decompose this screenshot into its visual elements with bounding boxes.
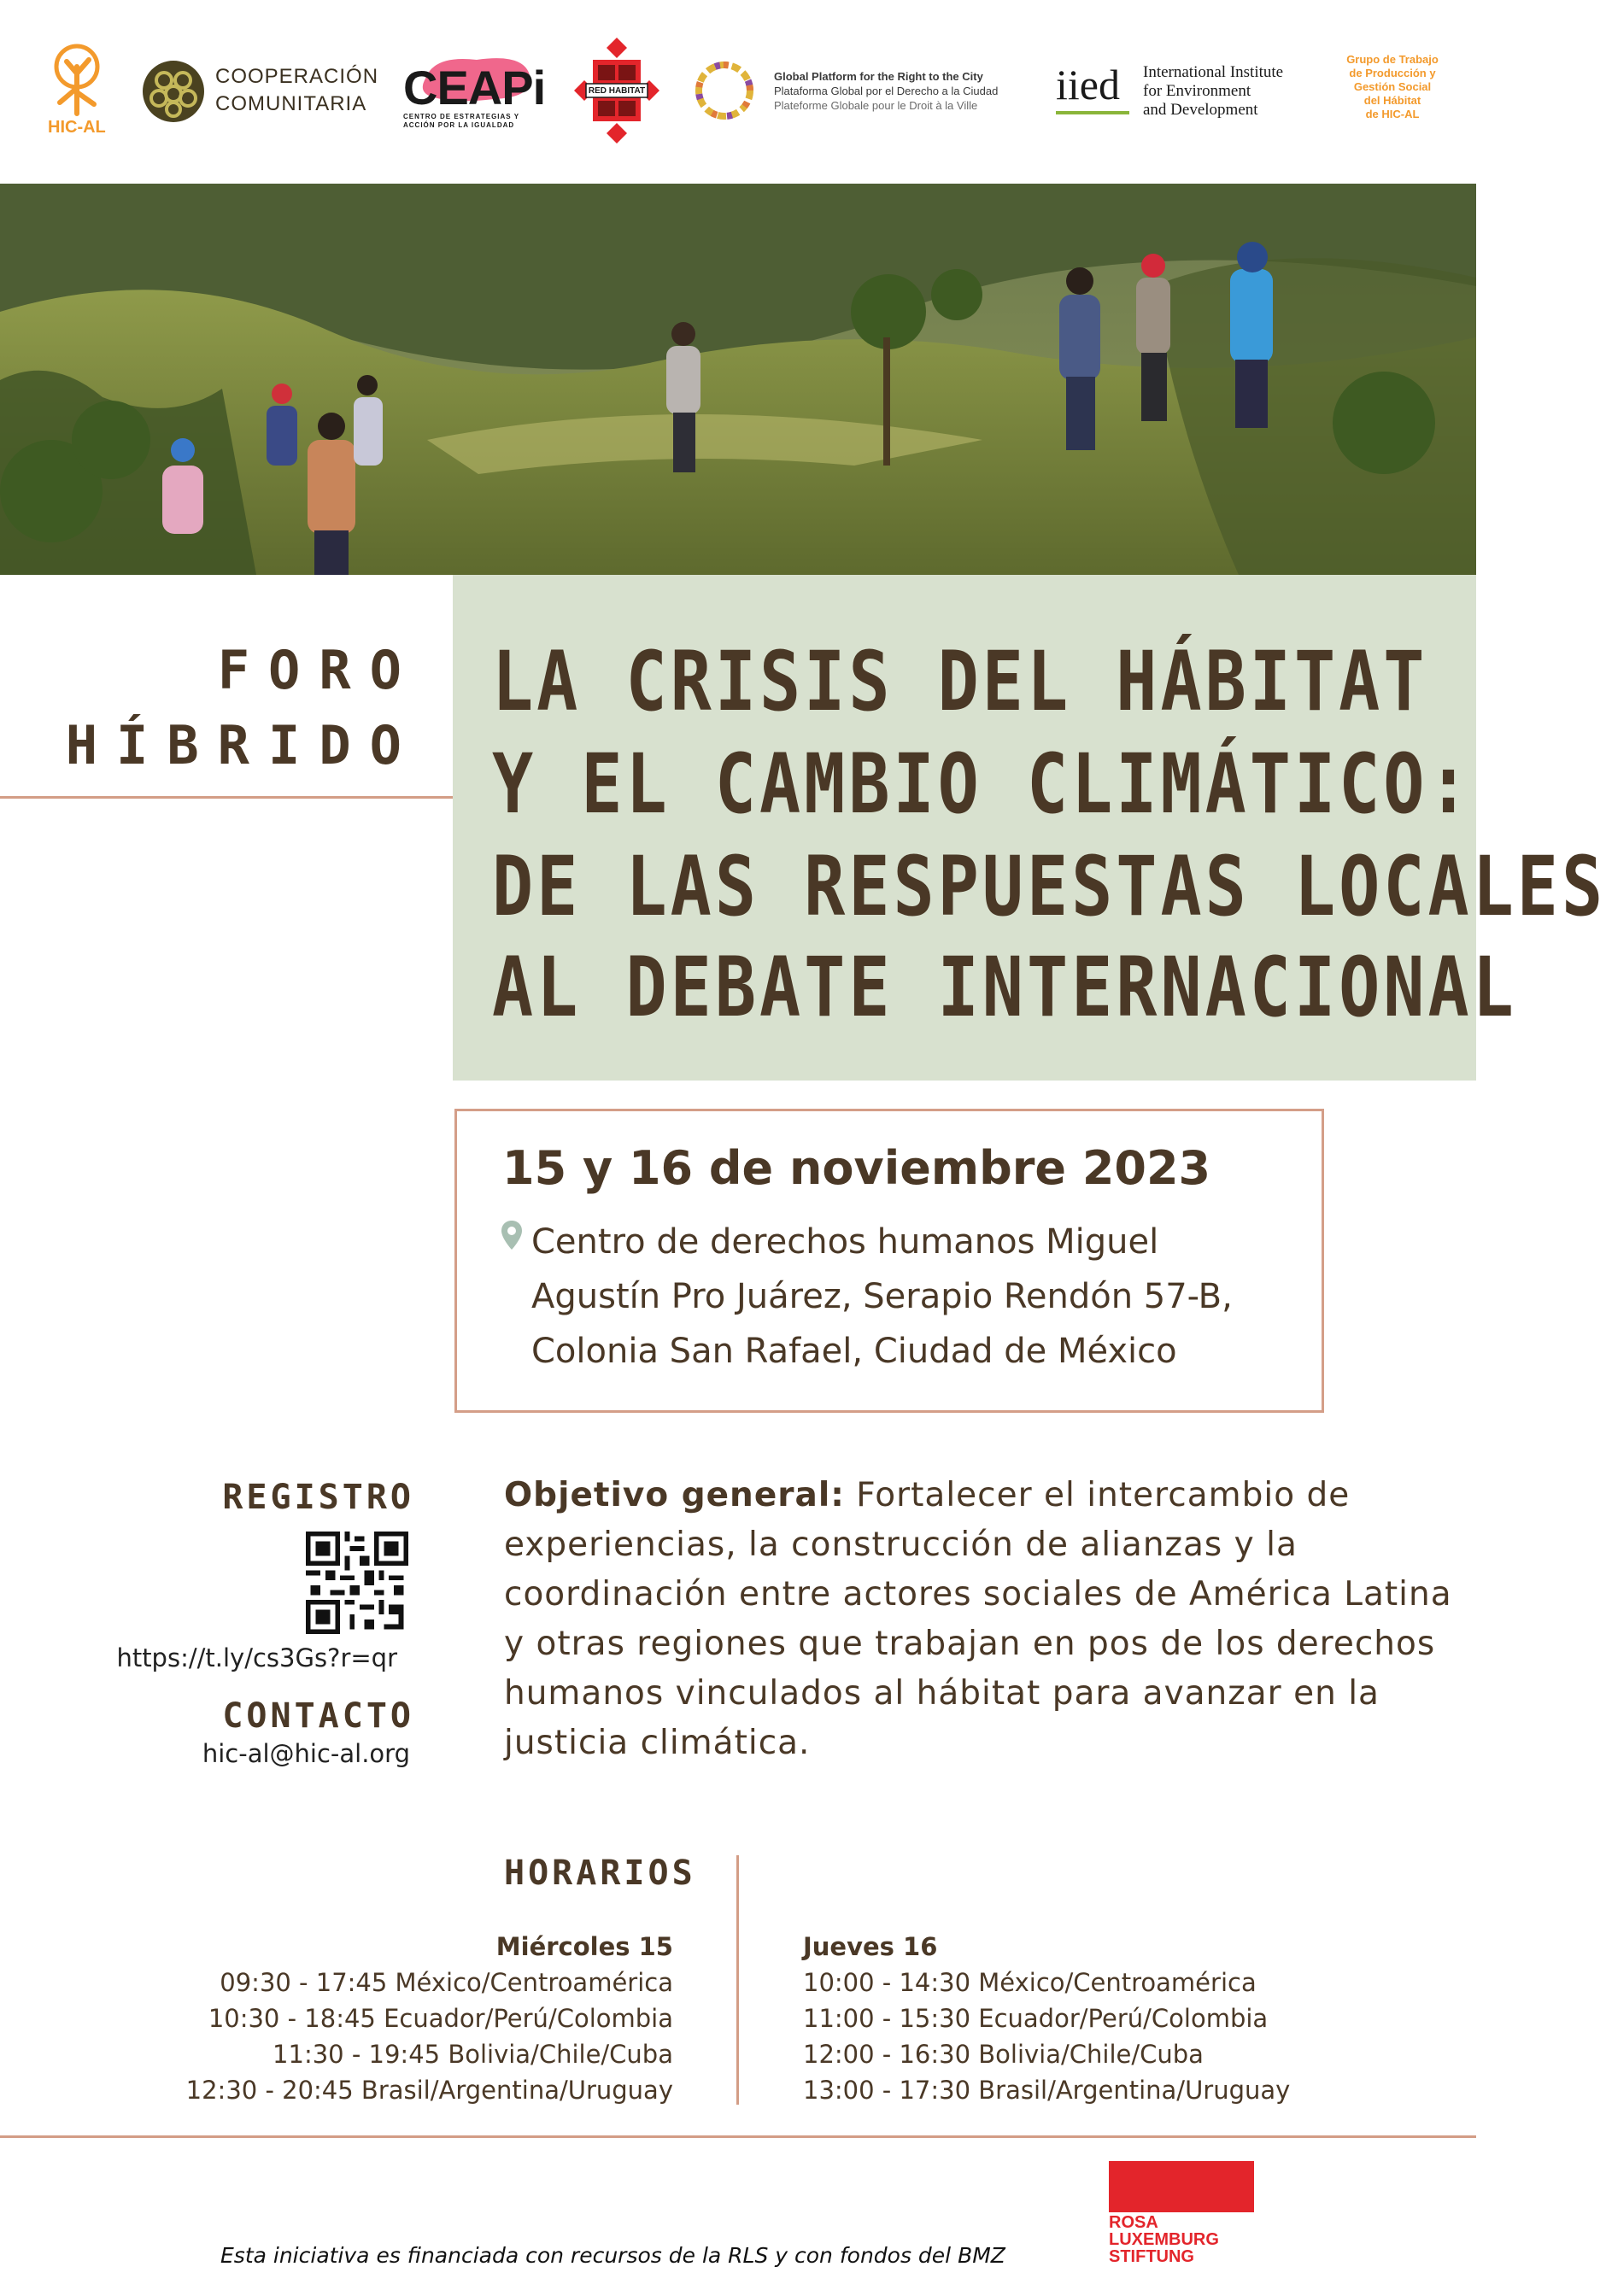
ceapi-tagline-2: ACCIÓN POR LA IGUALDAD (403, 121, 515, 129)
grupo-line-1: de Producción y (1349, 67, 1436, 79)
qr-code-icon[interactable] (306, 1532, 408, 1634)
footer-rule (0, 2135, 1476, 2138)
horarios-divider (736, 1855, 739, 2105)
day2-label: Jueves 16 (803, 1932, 938, 1961)
red-habitat-label: RED HABITAT (588, 86, 646, 96)
address-line-3: Colonia San Rafael, Ciudad de México (531, 1332, 1177, 1371)
objetivo-paragraph (504, 1471, 1452, 1768)
red-habitat-logo (574, 38, 659, 144)
address-line-2: Agustín Pro Juárez, Serapio Rendón 57-B, (531, 1277, 1233, 1316)
day1-row: 12:30 - 20:45 Brasil/Argentina/Uruguay (185, 2076, 673, 2105)
cooperacion-line2: COMUNITARIA (215, 92, 367, 115)
iied-underline (1056, 111, 1129, 114)
event-type-rule (0, 796, 453, 799)
ceapi-logo (400, 53, 545, 134)
grupo-line-3: del Hábitat (1363, 94, 1421, 107)
event-date: 15 y 16 de noviembre 2023 (502, 1141, 1211, 1195)
objetivo-label: Objetivo general: (504, 1476, 845, 1514)
logo-strip (0, 0, 1476, 184)
contacto-email[interactable]: hic-al@hic-al.org (202, 1739, 410, 1768)
rls-line-3: STIFTUNG (1109, 2247, 1194, 2266)
day2-row: 11:00 - 15:30 Ecuador/Perú/Colombia (803, 2004, 1269, 2033)
grupo-line-4: de HIC-AL (1365, 108, 1420, 120)
grupo-line-0: Grupo de Trabajo (1346, 53, 1439, 66)
title-line-2: Y EL CAMBIO CLIMÁTICO: (492, 736, 1473, 832)
global-platform-logo (690, 56, 1032, 125)
cooperacion-logo (142, 60, 381, 128)
address-line-1: Centro de derechos humanos Miguel (531, 1222, 1159, 1262)
day2-row: 10:00 - 14:30 México/Centroamérica (803, 1968, 1257, 1997)
ceapi-name: CEAPi (403, 61, 546, 114)
global-platform-line3: Plateforme Globale pour le Droit à la Ville (774, 99, 978, 112)
iied-logo (1056, 56, 1287, 125)
title-line-1: LA CRISIS DEL HÁBITAT (492, 634, 1428, 729)
rls-logo-block (1109, 2161, 1254, 2212)
cooperacion-circle-icon (142, 60, 205, 123)
funding-note: Esta iniciativa es financiada con recursos de la RLS y con fondos del BMZ (220, 2243, 1005, 2268)
contacto-heading: CONTACTO (222, 1696, 414, 1736)
rls-line-2: LUXEMBURG (1109, 2230, 1219, 2249)
global-platform-ring-icon (690, 56, 759, 125)
registro-url[interactable]: https://t.ly/cs3Gs?r=qr (116, 1643, 397, 1672)
event-type-line1: FORO (217, 639, 420, 701)
grupo-trabajo-logo (1316, 53, 1469, 121)
day1-label: Miércoles 15 (495, 1932, 673, 1961)
objetivo-text: Fortalecer el intercambio de experiencias, la construcción de alianzas y la coordinación entre actores sociales de América Latina y otras regiones que trabajan en pos de los derechos humanos vinculados al hábitat para avanzar en la justicia climática. (504, 1476, 1452, 1762)
day1-row: 10:30 - 18:45 Ecuador/Perú/Colombia (208, 2004, 673, 2033)
day1-row: 11:30 - 19:45 Bolivia/Chile/Cuba (273, 2040, 673, 2069)
title-line-3: DE LAS RESPUESTAS LOCALES (492, 839, 1606, 934)
landscape-illustration (0, 184, 1476, 575)
day2-row: 12:00 - 16:30 Bolivia/Chile/Cuba (803, 2040, 1204, 2069)
iied-short: iied (1056, 61, 1120, 108)
rls-line-1: ROSA (1109, 2213, 1158, 2232)
day2-row: 13:00 - 17:30 Brasil/Argentina/Uruguay (803, 2076, 1291, 2105)
title-line-4: AL DEBATE INTERNACIONAL (492, 940, 1517, 1035)
registro-heading: REGISTRO (222, 1478, 414, 1517)
iied-line3: and Development (1143, 101, 1258, 119)
day1-row: 09:30 - 17:45 México/Centroamérica (220, 1968, 673, 1997)
cooperacion-line1: COOPERACIÓN (215, 65, 379, 88)
hero-photo (0, 184, 1476, 575)
global-platform-line2: Plataforma Global por el Derecho a la Ciudad (774, 85, 999, 97)
global-platform-line1: Global Platform for the Right to the City (774, 70, 983, 83)
hical-label: HIC-AL (48, 118, 106, 137)
hical-tree-icon (41, 41, 114, 122)
location-pin-icon (501, 1220, 523, 1250)
ceapi-tagline-1: CENTRO DE ESTRATEGIAS Y (403, 113, 520, 120)
rls-logo-text (1109, 2214, 1219, 2265)
iied-line1: International Institute (1143, 63, 1284, 81)
grupo-line-2: Gestión Social (1353, 80, 1432, 93)
iied-line2: for Environment (1143, 82, 1251, 100)
event-type-line2: HÍBRIDO (65, 714, 420, 776)
horarios-heading: HORARIOS (504, 1854, 696, 1893)
hical-logo (41, 41, 114, 139)
